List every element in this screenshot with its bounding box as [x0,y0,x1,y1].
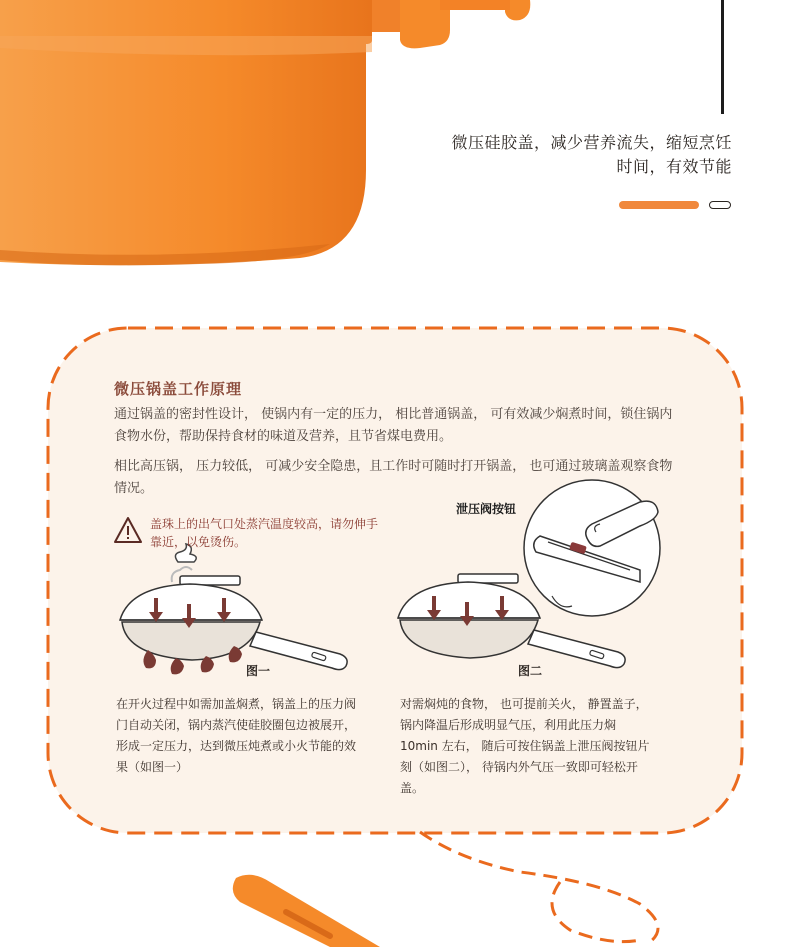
tagline-line-1: 微压硅胶盖，减少营养流失，缩短烹饪 [451,133,732,152]
figure-1-label: 图一 [246,664,271,678]
carousel-indicator-inactive[interactable] [709,201,731,209]
dashed-curve [420,832,658,942]
product-tagline [392,131,732,179]
tagline-line-2: 时间，有效节能 [616,157,732,176]
figure-1-caption: 在开火过程中如需加盖焖煮，锅盖上的压力阀门自动关闭，锅内蒸汽使硅胶圈包边被展开，形成一定压力，达到微压炖煮或小火节能的效果（如图一） [116,697,357,774]
valve-button-label: 泄压阀按钮 [456,502,517,516]
figure-2-label: 图二 [518,664,543,678]
principle-paragraph-2: 相比高压锅， 压力较低， 可减少安全隐患，且工作时可随时打开锅盖， 也可通过玻璃盖观察食物情况。 [114,459,673,496]
pot-handle-bottom [233,875,380,947]
warning-text: 盖珠上的出气口处蒸汽温度较高，请勿伸手靠近，以免烫伤。 [150,517,379,549]
figure-2-caption: 对需焖炖的食物， 也可提前关火， 静置盖子，锅内降温后形成明显气压，利用此压力焖 10min 左右， 随后可按住锅盖上泄压阀按钮片刻（如图二）， 待锅内外气压一致即可轻松开盖。 [400,697,650,795]
bottom-decoration [0,820,790,947]
divider-line [721,0,724,114]
pot-side-handle [350,0,530,48]
carousel-indicator-active[interactable] [619,201,699,209]
card-title: 微压锅盖工作原理 [114,380,243,398]
principle-paragraph-1: 通过锅盖的密封性设计， 使锅内有一定的压力， 相比普通锅盖， 可有效减少焖煮时间，锁住锅内食物水份，帮助保持食材的味道及营养，且节省煤电费用。 [114,407,673,444]
